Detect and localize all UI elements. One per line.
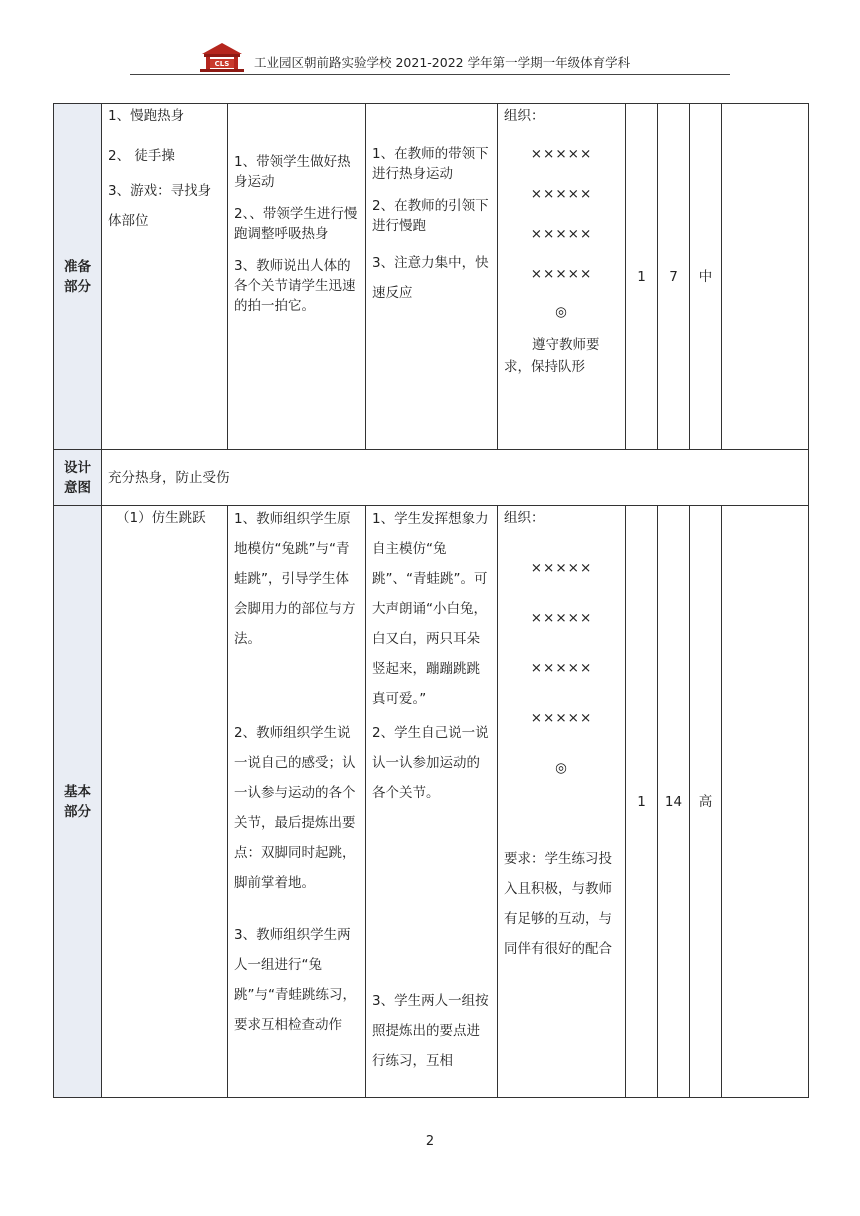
prep-student-item: 2、在教师的引领下进行慢跑 — [372, 198, 489, 234]
basic-teacher-item: 1、教师组织学生原地模仿“兔跳”与“青蛙跳”，引导学生体会脚用力的部位与方法。 — [234, 511, 356, 647]
basic-count: 1 — [626, 506, 658, 1098]
prep-row — [54, 104, 809, 450]
org-label: 组织： — [504, 510, 545, 526]
prep-content-item: 1、慢跑热身 — [108, 108, 185, 124]
teacher-position-icon: ◎ — [555, 304, 568, 320]
header-title: 工业园区朝前路实验学校 2021-2022 学年第一学期一年级体育学科 — [254, 55, 631, 70]
formation-row: ××××× — [530, 146, 593, 162]
basic-label: 基本 部分 — [54, 506, 102, 1098]
prep-requirement: 遵守教师要求，保持队形 — [504, 337, 600, 375]
design-text: 充分热身，防止受伤 — [108, 469, 230, 486]
prep-intensity: 中 — [690, 104, 722, 450]
basic-student-item: 3、学生两人一组按照提炼出的要点进行练习，互相 — [372, 993, 489, 1069]
basic-time: 14 — [658, 506, 690, 1098]
prep-teacher-cell — [228, 104, 366, 450]
basic-intensity: 高 — [690, 506, 722, 1098]
design-label: 设计 意图 — [54, 450, 102, 506]
basic-row — [54, 506, 809, 1098]
svg-text:CLS: CLS — [214, 60, 230, 68]
basic-student-item: 1、学生发挥想象力自主模仿“兔跳”、“青蛙跳”。可大声朗诵“小白兔，白又白，两只耳朵竖起来，蹦蹦跳跳真可爱。” — [372, 511, 489, 707]
teacher-position-icon: ◎ — [555, 760, 568, 776]
prep-student-cell — [366, 104, 498, 450]
school-logo-icon — [196, 40, 248, 72]
prep-content-item: 3、游戏：寻找身体部位 — [108, 183, 212, 229]
prep-teacher-item: 3、教师说出人体的各个关节请学生迅速的拍一拍它。 — [234, 258, 356, 314]
prep-student-item: 3、注意力集中，快速反应 — [372, 255, 489, 301]
prep-teacher-item: 2、、带领学生进行慢跑调整呼吸热身 — [234, 206, 358, 242]
prep-notes-cell — [722, 104, 809, 450]
org-label: 组织： — [504, 108, 545, 124]
basic-organization-cell — [498, 506, 626, 1098]
prep-student-item: 1、在教师的带领下进行热身运动 — [372, 146, 489, 182]
formation-row: ××××× — [530, 610, 593, 626]
prep-time: 7 — [658, 104, 690, 450]
prep-organization-cell — [498, 104, 626, 450]
basic-requirement: 要求：学生练习投入且积极，与教师有足够的互动，与同伴有很好的配合 — [504, 851, 612, 957]
prep-content-item: 2、 徒手操 — [108, 148, 175, 164]
header-divider — [130, 74, 730, 75]
basic-content-cell — [102, 506, 228, 1098]
formation-row: ××××× — [530, 226, 593, 242]
basic-teacher-item: 3、教师组织学生两人一组进行“兔跳”与“青蛙跳练习，要求互相检查动作 — [234, 927, 356, 1033]
formation-row: ××××× — [530, 560, 593, 576]
formation-row: ××××× — [530, 266, 593, 282]
formation-row: ××××× — [530, 710, 593, 726]
design-row — [54, 450, 809, 506]
basic-notes-cell — [722, 506, 809, 1098]
page-number: 2 — [425, 1134, 435, 1149]
basic-student-item: 2、学生自己说一说认一认参加运动的各个关节。 — [372, 725, 489, 801]
basic-content-item: （1）仿生跳跃 — [116, 510, 206, 526]
lesson-plan-table — [53, 103, 809, 1098]
design-text-cell — [102, 450, 809, 506]
formation-row: ××××× — [530, 186, 593, 202]
basic-student-cell — [366, 506, 498, 1098]
page-header — [130, 40, 730, 76]
prep-count: 1 — [626, 104, 658, 450]
prep-content-cell — [102, 104, 228, 450]
prep-teacher-item: 1、带领学生做好热身运动 — [234, 154, 351, 190]
basic-teacher-item: 2、教师组织学生说一说自己的感受；认一认参与运动的各个关节，最后提炼出要点：双脚同时起跳，脚前掌着地。 — [234, 725, 356, 891]
prep-label: 准备 部分 — [54, 104, 102, 450]
basic-teacher-cell — [228, 506, 366, 1098]
formation-row: ××××× — [530, 660, 593, 676]
